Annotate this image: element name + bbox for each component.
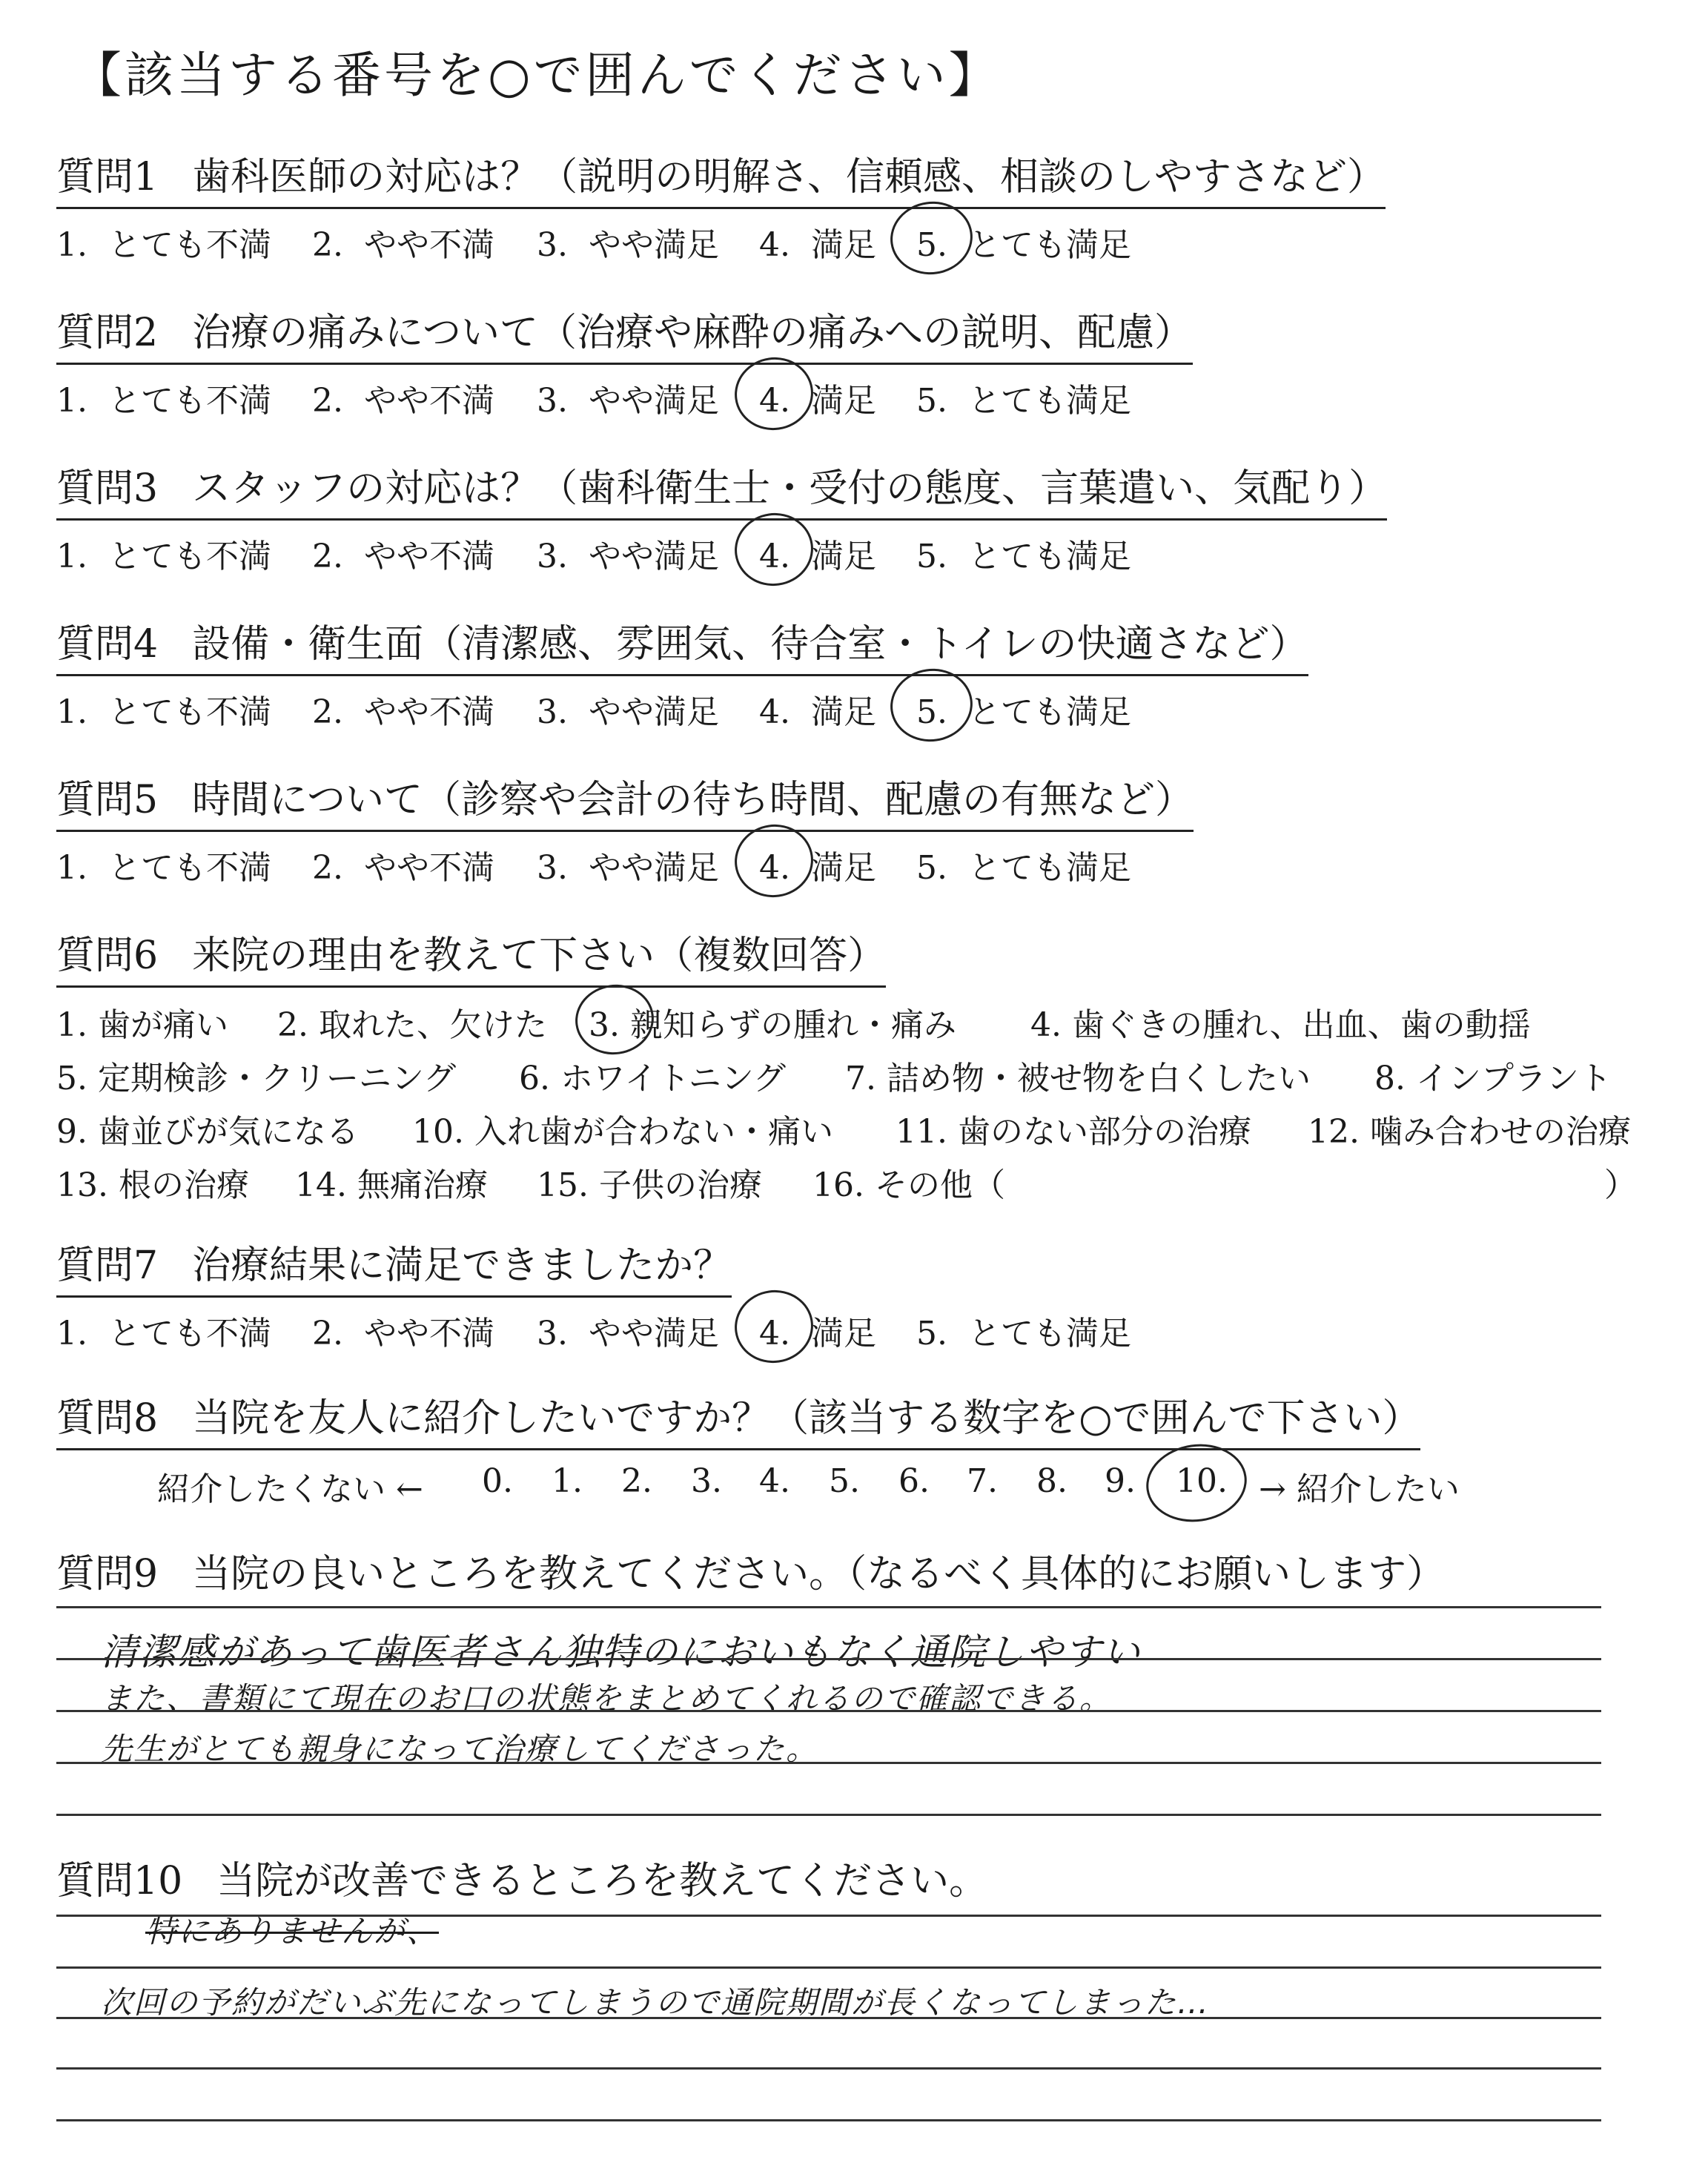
q8-option-9[interactable]: 9. xyxy=(1105,1462,1136,1500)
q3-option-3[interactable]: 3. やや満足 xyxy=(537,538,719,575)
question-4-title xyxy=(56,612,1308,676)
question-9-text: 当院の良いところを教えてください。（なるべく具体的にお願いします） xyxy=(192,1552,1446,1596)
q1-option-3[interactable]: 3. やや満足 xyxy=(537,226,719,264)
q6-option-row xyxy=(56,1051,1621,1105)
q3-option-5[interactable]: 5. とても満足 xyxy=(916,538,1131,575)
q8-option-10[interactable]: 10. xyxy=(1176,1462,1228,1500)
q8-option-7[interactable]: 7. xyxy=(967,1462,998,1500)
q1-option-5[interactable]: 5. とても満足 xyxy=(916,226,1131,264)
question-5-number: 質問5 xyxy=(56,778,159,822)
q3-option-4[interactable]: 4. 満足 xyxy=(759,538,876,575)
q6-option-16[interactable]: 16. その他（ xyxy=(812,1166,1005,1204)
question-2 xyxy=(56,301,1621,426)
q6-option-12[interactable]: 12. 噛み合わせの治療 xyxy=(1308,1113,1631,1151)
q6-option-11[interactable]: 11. 歯のない部分の治療 xyxy=(896,1113,1251,1151)
question-6-options xyxy=(56,998,1637,1212)
question-1-number: 質問1 xyxy=(56,155,159,199)
question-10-text: 当院が改善できるところを教えてください。 xyxy=(216,1859,988,1903)
q5-option-5[interactable]: 5. とても満足 xyxy=(916,849,1131,887)
question-3-options xyxy=(56,529,1621,581)
q10-answer-line-1: 次回の予約がだいぶ先になってしまうので通院期間が長くなってしまった… xyxy=(101,1984,1211,2021)
question-3-number: 質問3 xyxy=(56,466,159,511)
q5-option-2[interactable]: 2. やや不満 xyxy=(312,849,494,887)
answer-rule xyxy=(56,1606,1601,1608)
q4-option-3[interactable]: 3. やや満足 xyxy=(537,693,719,731)
q7-option-3[interactable]: 3. やや満足 xyxy=(537,1315,719,1353)
q3-option-1[interactable]: 1. とても不満 xyxy=(56,538,271,575)
question-5-text: 時間について（診察や会計の待ち時間、配慮の有無など） xyxy=(192,778,1194,822)
answer-rule xyxy=(56,1710,1601,1712)
answer-rule xyxy=(56,1814,1601,1816)
q1-option-1[interactable]: 1. とても不満 xyxy=(56,226,271,264)
selection-circle xyxy=(1141,1438,1251,1528)
q7-option-1[interactable]: 1. とても不満 xyxy=(56,1315,271,1353)
q2-option-1[interactable]: 1. とても不満 xyxy=(56,382,271,420)
q10-struck-text: 特にありませんが、 xyxy=(145,1913,440,1949)
question-5-title xyxy=(56,768,1194,832)
q6-option-8[interactable]: 8. インプラント xyxy=(1374,1060,1612,1097)
selection-circle xyxy=(571,980,658,1060)
question-3-title xyxy=(56,457,1387,521)
q2-option-4[interactable]: 4. 満足 xyxy=(759,382,876,420)
question-4-text: 設備・衛生面（清潔感、雰囲気、待合室・トイレの快適さなど） xyxy=(192,622,1308,667)
question-9-number: 質問9 xyxy=(56,1552,159,1596)
question-3 xyxy=(56,457,1621,581)
question-6-text: 来院の理由を教えて下さい（複数回答） xyxy=(192,934,887,978)
answer-rule xyxy=(56,2119,1601,2121)
q6-option-9[interactable]: 9. 歯並びが気になる xyxy=(56,1113,359,1151)
question-5 xyxy=(56,768,1621,893)
q4-option-4[interactable]: 4. 満足 xyxy=(759,693,876,731)
q6-option-3[interactable]: 3. 親知らずの腫れ・痛み xyxy=(589,1006,956,1044)
q6-option-row xyxy=(56,998,1621,1051)
question-3-text: スタッフの対応は？（歯科衛生士・受付の態度、言葉遣い、気配り） xyxy=(192,466,1388,511)
answer-rule xyxy=(56,2067,1601,2070)
question-7-options xyxy=(56,1307,1621,1358)
q5-option-4[interactable]: 4. 満足 xyxy=(759,849,876,887)
question-6-number: 質問6 xyxy=(56,934,159,978)
question-6-title xyxy=(56,924,886,988)
q2-option-2[interactable]: 2. やや不満 xyxy=(312,382,494,420)
question-8-scale xyxy=(56,1462,1621,1522)
question-6 xyxy=(56,924,1637,1212)
question-7-text: 治療結果に満足できましたか？ xyxy=(192,1244,732,1288)
q3-option-2[interactable]: 2. やや不満 xyxy=(312,538,494,575)
answer-rule xyxy=(56,1762,1601,1764)
question-4 xyxy=(56,612,1621,737)
q6-option-row xyxy=(56,1158,1637,1212)
q6-option-4[interactable]: 4. 歯ぐきの腫れ、出血、歯の動揺 xyxy=(1030,1006,1531,1044)
q4-option-5[interactable]: 5. とても満足 xyxy=(916,693,1131,731)
q5-option-3[interactable]: 3. やや満足 xyxy=(537,849,719,887)
q8-option-0[interactable]: 0. xyxy=(482,1462,513,1500)
answer-rule xyxy=(56,1658,1601,1660)
q8-option-4[interactable]: 4. xyxy=(759,1462,790,1500)
question-7 xyxy=(56,1234,1621,1358)
q8-option-8[interactable]: 8. xyxy=(1036,1462,1068,1500)
answer-rule xyxy=(56,1915,1601,1917)
q7-option-2[interactable]: 2. やや不満 xyxy=(312,1315,494,1353)
q6-option-2[interactable]: 2. 取れた、欠けた xyxy=(277,1006,547,1044)
q6-option-1[interactable]: 1. 歯が痛い xyxy=(56,1006,228,1044)
q1-option-4[interactable]: 4. 満足 xyxy=(759,226,876,264)
q8-option-2[interactable]: 2. xyxy=(621,1462,652,1500)
question-10-title xyxy=(56,1849,1621,1905)
q6-option-row xyxy=(56,1105,1631,1158)
question-7-title xyxy=(56,1234,732,1298)
question-1-text: 歯科医師の対応は？（説明の明解さ、信頼感、相談のしやすさなど） xyxy=(192,155,1386,199)
question-1-title xyxy=(56,145,1386,209)
page-header: 【該当する番号を○で囲んでください】 xyxy=(73,47,1001,104)
question-9-title xyxy=(56,1542,1621,1598)
question-8 xyxy=(56,1387,1621,1522)
q6-option-10[interactable]: 10. 入れ歯が合わない・痛い xyxy=(412,1113,833,1151)
q2-option-5[interactable]: 5. とても満足 xyxy=(916,382,1131,420)
q7-option-5[interactable]: 5. とても満足 xyxy=(916,1315,1131,1353)
q8-option-3[interactable]: 3. xyxy=(691,1462,722,1500)
q8-right-label: → 紹介したい xyxy=(1259,1470,1460,1508)
q8-option-5[interactable]: 5. xyxy=(829,1462,860,1500)
question-8-text: 当院を友人に紹介したいですか？（該当する数字を○で囲んで下さい） xyxy=(192,1396,1421,1441)
question-4-number: 質問4 xyxy=(56,622,159,667)
q1-option-2[interactable]: 2. やや不満 xyxy=(312,226,494,264)
question-2-title xyxy=(56,301,1193,365)
question-10-number: 質問10 xyxy=(56,1859,183,1903)
q9-answer-line-1: 清潔感があって歯医者さん独特のにおいもなく通院しやすい xyxy=(101,1631,1142,1674)
question-5-options xyxy=(56,841,1621,893)
q8-option-1[interactable]: 1. xyxy=(552,1462,583,1500)
q6-option-14[interactable]: 14. 無痛治療 xyxy=(295,1166,488,1204)
q6-option-15[interactable]: 15. 子供の治療 xyxy=(537,1166,762,1204)
q6-option-6[interactable]: 6. ホワイトニング xyxy=(519,1060,787,1097)
question-2-text: 治療の痛みについて（治療や麻酔の痛みへの説明、配慮） xyxy=(192,311,1194,355)
question-2-number: 質問2 xyxy=(56,311,159,355)
q4-option-1[interactable]: 1. とても不満 xyxy=(56,693,271,731)
answer-rule xyxy=(56,1966,1601,1969)
question-1 xyxy=(56,145,1621,270)
q9-answer-line-2: また、書類にて現在のお口の状態をまとめてくれるので確認できる。 xyxy=(101,1680,1113,1717)
q6-option-5[interactable]: 5. 定期検診・クリーニング xyxy=(56,1060,457,1097)
question-4-options xyxy=(56,685,1621,737)
q8-option-6[interactable]: 6. xyxy=(898,1462,930,1500)
question-2-options xyxy=(56,374,1621,426)
q6-option-13[interactable]: 13. 根の治療 xyxy=(56,1166,249,1204)
answer-rule xyxy=(56,2017,1601,2019)
question-8-number: 質問8 xyxy=(56,1396,159,1441)
q8-left-label: 紹介したくない ← xyxy=(157,1470,423,1508)
q7-option-4[interactable]: 4. 満足 xyxy=(759,1315,876,1353)
question-7-number: 質問7 xyxy=(56,1244,159,1288)
q4-option-2[interactable]: 2. やや不満 xyxy=(312,693,494,731)
q9-answer-line-3: 先生がとても親身になって治療してくださった。 xyxy=(101,1731,819,1767)
q2-option-3[interactable]: 3. やや満足 xyxy=(537,382,719,420)
q5-option-1[interactable]: 1. とても不満 xyxy=(56,849,271,887)
q6-other-close-paren: ） xyxy=(1604,1166,1637,1204)
question-9 xyxy=(56,1542,1621,1598)
selection-circle xyxy=(730,1285,818,1368)
question-8-title xyxy=(56,1387,1420,1450)
question-1-options xyxy=(56,218,1621,270)
question-10 xyxy=(56,1849,1621,1905)
q6-option-7[interactable]: 7. 詰め物・被せ物を白くしたい xyxy=(845,1060,1311,1097)
